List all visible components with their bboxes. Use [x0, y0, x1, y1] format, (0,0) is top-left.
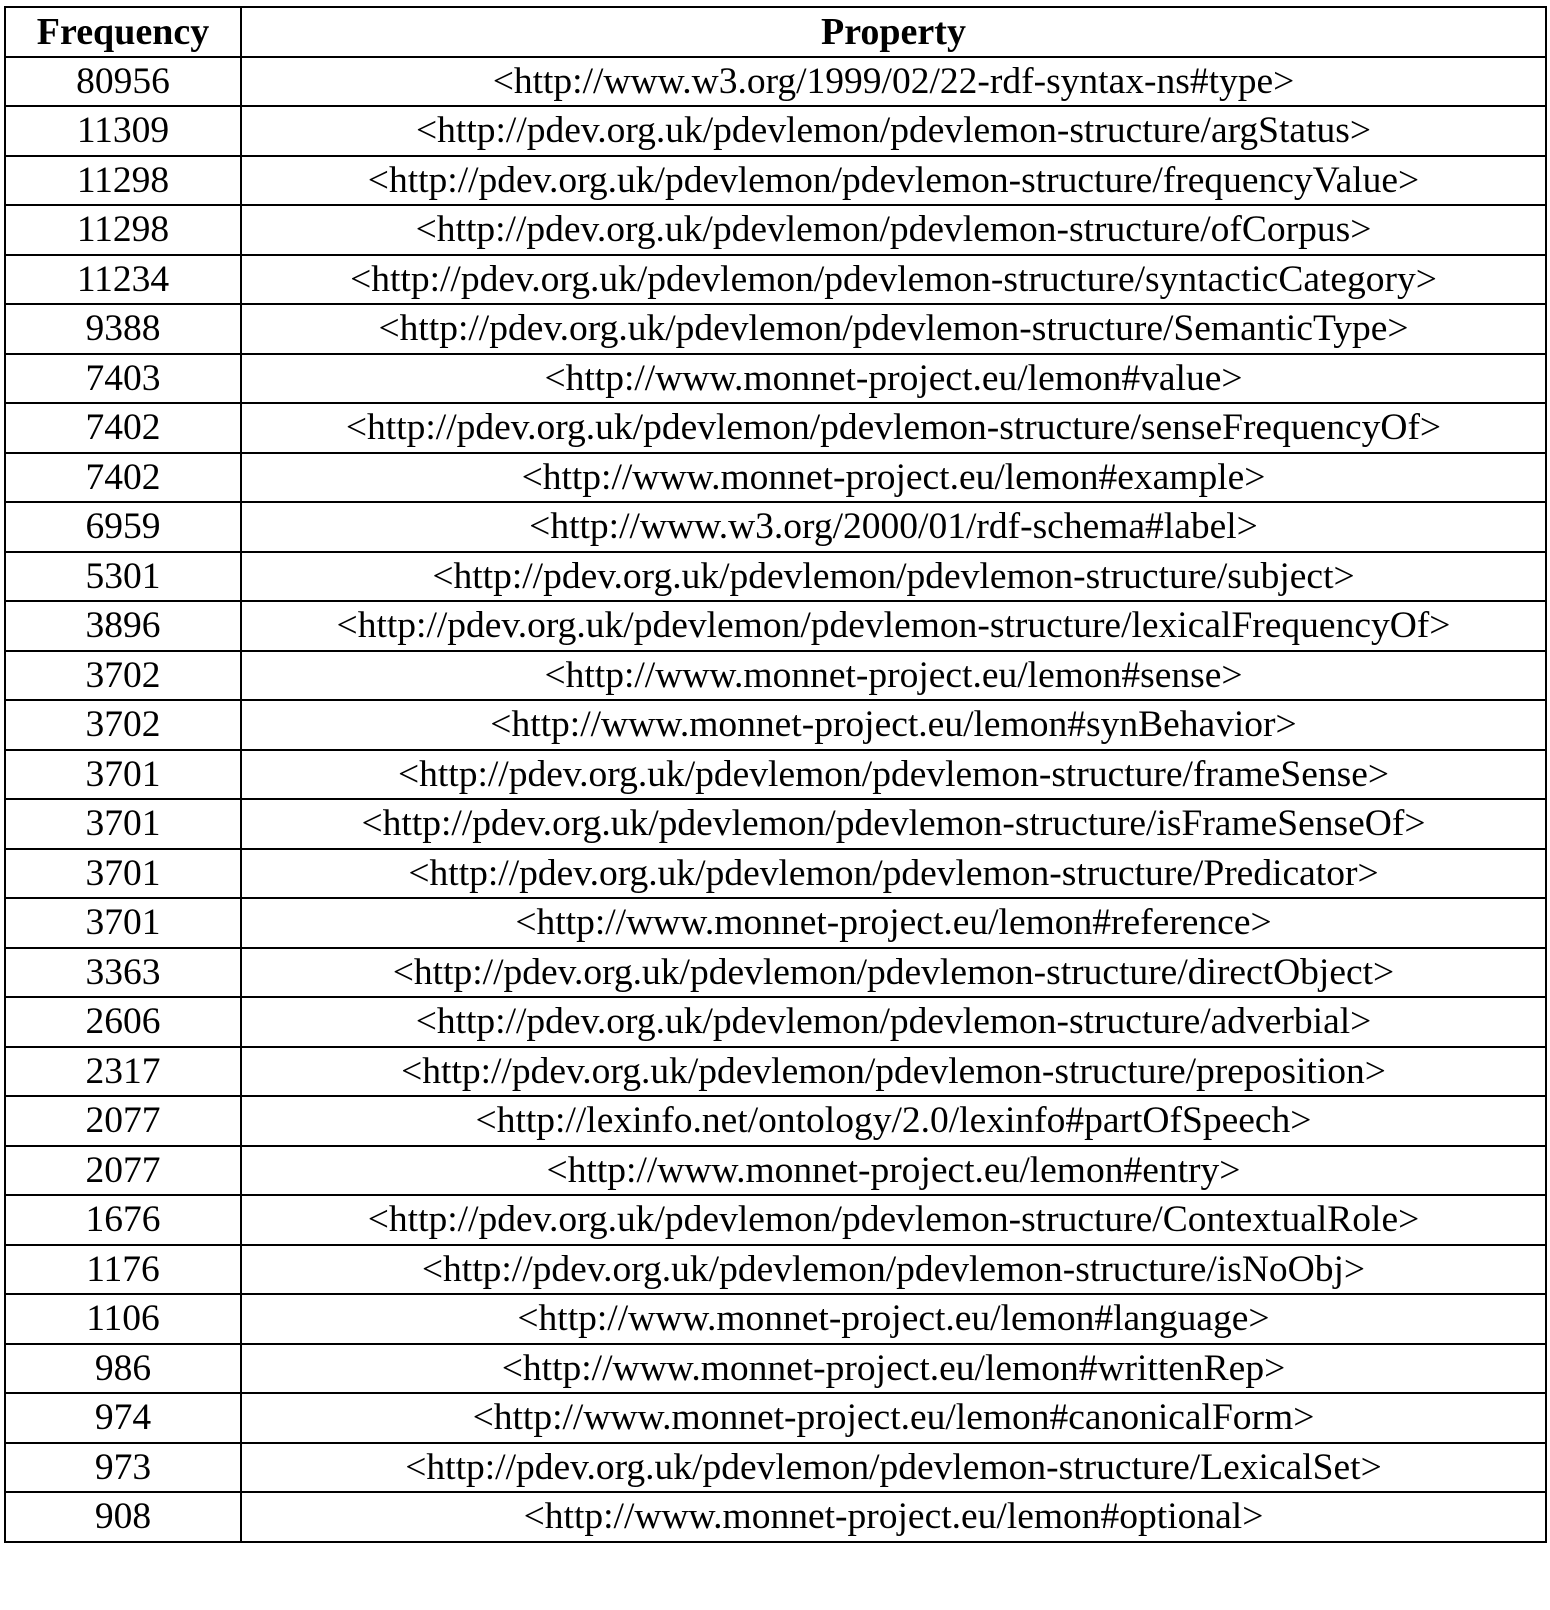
property-cell: <http://pdev.org.uk/pdevlemon/pdevlemon-structure/isNoObj>	[241, 1245, 1546, 1295]
frequency-cell: 3896	[5, 601, 241, 651]
table-header-row	[5, 7, 1546, 57]
frequency-cell: 11309	[5, 106, 241, 156]
property-cell: <http://www.monnet-project.eu/lemon#entry>	[241, 1146, 1546, 1196]
property-cell: <http://www.monnet-project.eu/lemon#reference>	[241, 898, 1546, 948]
property-cell: <http://www.monnet-project.eu/lemon#synBehavior>	[241, 700, 1546, 750]
frequency-property-table	[4, 6, 1547, 1543]
property-cell: <http://www.monnet-project.eu/lemon#example>	[241, 453, 1546, 503]
table-row	[5, 1195, 1546, 1245]
property-cell: <http://pdev.org.uk/pdevlemon/pdevlemon-structure/frameSense>	[241, 750, 1546, 800]
table-row	[5, 799, 1546, 849]
frequency-cell: 3701	[5, 849, 241, 899]
table-row	[5, 948, 1546, 998]
table-row	[5, 601, 1546, 651]
property-cell: <http://pdev.org.uk/pdevlemon/pdevlemon-structure/subject>	[241, 552, 1546, 602]
table-row	[5, 1047, 1546, 1097]
table-row	[5, 898, 1546, 948]
frequency-cell: 3702	[5, 700, 241, 750]
table-row	[5, 156, 1546, 206]
frequency-cell: 1106	[5, 1294, 241, 1344]
property-cell: <http://www.monnet-project.eu/lemon#sense>	[241, 651, 1546, 701]
frequency-cell: 5301	[5, 552, 241, 602]
frequency-cell: 3701	[5, 799, 241, 849]
frequency-cell: 80956	[5, 57, 241, 107]
property-cell: <http://pdev.org.uk/pdevlemon/pdevlemon-structure/lexicalFrequencyOf>	[241, 601, 1546, 651]
property-cell: <http://pdev.org.uk/pdevlemon/pdevlemon-structure/preposition>	[241, 1047, 1546, 1097]
frequency-cell: 974	[5, 1393, 241, 1443]
property-cell: <http://www.monnet-project.eu/lemon#optional>	[241, 1492, 1546, 1542]
table-row	[5, 403, 1546, 453]
table-row	[5, 651, 1546, 701]
property-cell: <http://pdev.org.uk/pdevlemon/pdevlemon-structure/isFrameSenseOf>	[241, 799, 1546, 849]
frequency-cell: 1176	[5, 1245, 241, 1295]
frequency-cell: 11298	[5, 156, 241, 206]
frequency-cell: 2077	[5, 1146, 241, 1196]
frequency-cell: 3701	[5, 898, 241, 948]
property-cell: <http://pdev.org.uk/pdevlemon/pdevlemon-structure/directObject>	[241, 948, 1546, 998]
frequency-cell: 2317	[5, 1047, 241, 1097]
property-cell: <http://pdev.org.uk/pdevlemon/pdevlemon-structure/argStatus>	[241, 106, 1546, 156]
property-cell: <http://www.monnet-project.eu/lemon#language>	[241, 1294, 1546, 1344]
table-row	[5, 453, 1546, 503]
table-row	[5, 255, 1546, 305]
frequency-cell: 1676	[5, 1195, 241, 1245]
property-cell: <http://pdev.org.uk/pdevlemon/pdevlemon-structure/adverbial>	[241, 997, 1546, 1047]
table-row	[5, 1393, 1546, 1443]
property-cell: <http://pdev.org.uk/pdevlemon/pdevlemon-structure/SemanticType>	[241, 304, 1546, 354]
frequency-cell: 7403	[5, 354, 241, 404]
table-row	[5, 700, 1546, 750]
table-row	[5, 1245, 1546, 1295]
table-row	[5, 1146, 1546, 1196]
property-cell: <http://www.monnet-project.eu/lemon#value>	[241, 354, 1546, 404]
frequency-cell: 908	[5, 1492, 241, 1542]
frequency-cell: 2606	[5, 997, 241, 1047]
table-row	[5, 106, 1546, 156]
table-row	[5, 1294, 1546, 1344]
table-row	[5, 205, 1546, 255]
frequency-cell: 973	[5, 1443, 241, 1493]
property-cell: <http://pdev.org.uk/pdevlemon/pdevlemon-structure/ContextualRole>	[241, 1195, 1546, 1245]
table-row	[5, 1443, 1546, 1493]
property-cell: <http://www.monnet-project.eu/lemon#canonicalForm>	[241, 1393, 1546, 1443]
property-cell: <http://www.w3.org/2000/01/rdf-schema#label>	[241, 502, 1546, 552]
property-cell: <http://lexinfo.net/ontology/2.0/lexinfo#partOfSpeech>	[241, 1096, 1546, 1146]
property-cell: <http://pdev.org.uk/pdevlemon/pdevlemon-structure/Predicator>	[241, 849, 1546, 899]
frequency-cell: 2077	[5, 1096, 241, 1146]
property-cell: <http://pdev.org.uk/pdevlemon/pdevlemon-structure/ofCorpus>	[241, 205, 1546, 255]
frequency-cell: 3701	[5, 750, 241, 800]
table-row	[5, 849, 1546, 899]
table-row	[5, 1344, 1546, 1394]
column-header-property: Property	[241, 7, 1546, 57]
table-row	[5, 304, 1546, 354]
frequency-cell: 7402	[5, 403, 241, 453]
property-cell: <http://pdev.org.uk/pdevlemon/pdevlemon-structure/senseFrequencyOf>	[241, 403, 1546, 453]
table-row	[5, 552, 1546, 602]
property-cell: <http://www.monnet-project.eu/lemon#writtenRep>	[241, 1344, 1546, 1394]
table-row	[5, 1096, 1546, 1146]
table-row	[5, 750, 1546, 800]
property-cell: <http://pdev.org.uk/pdevlemon/pdevlemon-structure/syntacticCategory>	[241, 255, 1546, 305]
table-row	[5, 997, 1546, 1047]
table-row	[5, 57, 1546, 107]
property-cell: <http://pdev.org.uk/pdevlemon/pdevlemon-structure/LexicalSet>	[241, 1443, 1546, 1493]
frequency-cell: 11298	[5, 205, 241, 255]
table-row	[5, 354, 1546, 404]
column-header-frequency: Frequency	[5, 7, 241, 57]
frequency-cell: 6959	[5, 502, 241, 552]
table-row	[5, 502, 1546, 552]
property-cell: <http://pdev.org.uk/pdevlemon/pdevlemon-structure/frequencyValue>	[241, 156, 1546, 206]
frequency-cell: 9388	[5, 304, 241, 354]
frequency-cell: 7402	[5, 453, 241, 503]
frequency-cell: 3702	[5, 651, 241, 701]
frequency-cell: 986	[5, 1344, 241, 1394]
table-body	[5, 57, 1546, 1542]
property-cell: <http://www.w3.org/1999/02/22-rdf-syntax-ns#type>	[241, 57, 1546, 107]
table-row	[5, 1492, 1546, 1542]
frequency-cell: 3363	[5, 948, 241, 998]
frequency-cell: 11234	[5, 255, 241, 305]
